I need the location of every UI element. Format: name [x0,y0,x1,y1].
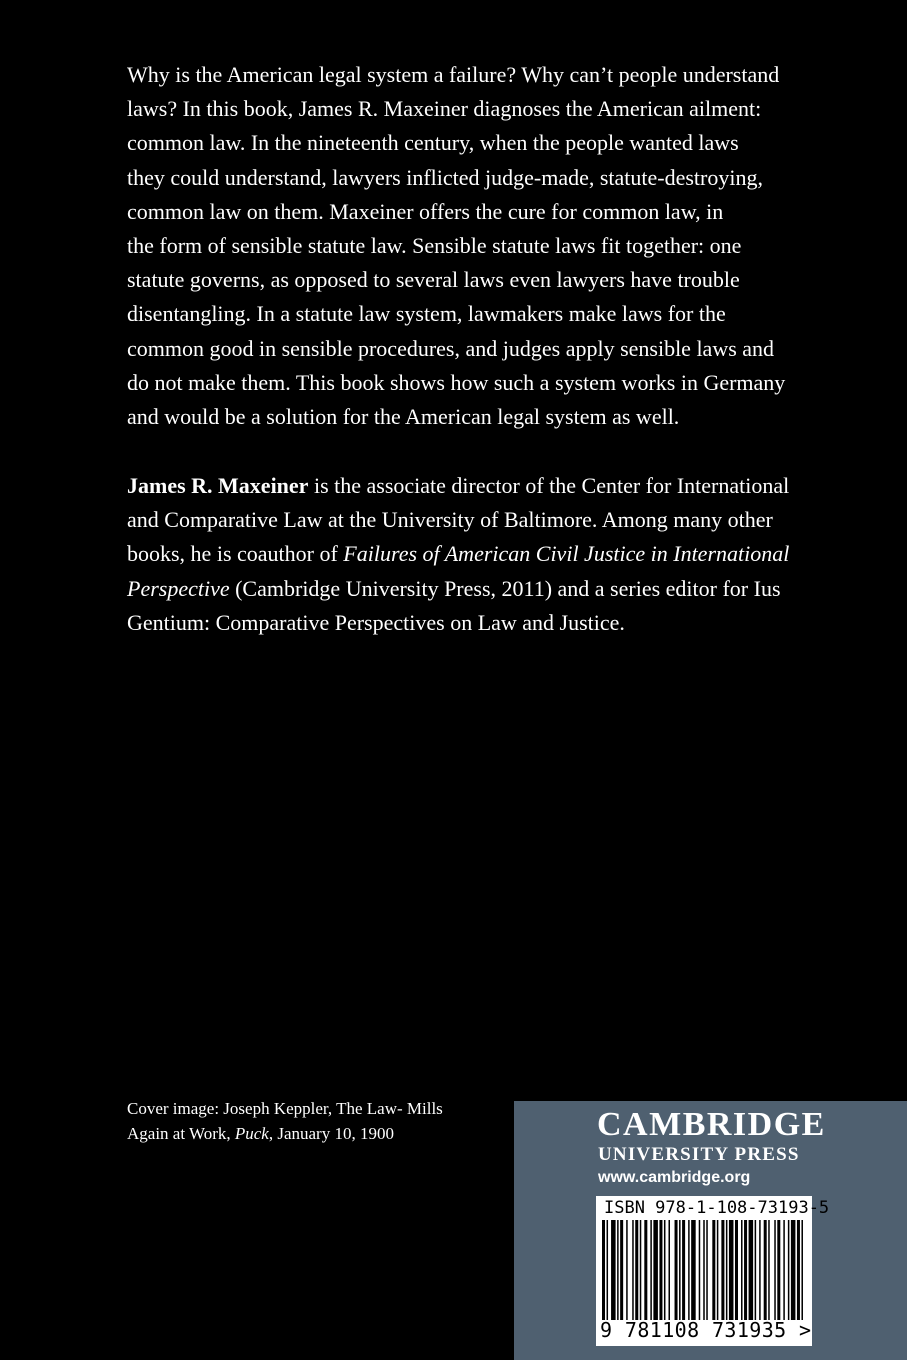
isbn-label: ISBN 978-1-108-73193-5 [604,1198,830,1218]
barcode-bar [735,1220,738,1320]
barcode-bar [640,1220,642,1320]
barcode-bar [688,1220,690,1320]
barcode-bar [668,1220,670,1320]
bio-line [127,537,807,571]
blurb-line: the form of sensible statute law. Sensible statute laws fit together: one [127,233,742,259]
barcode-bar [691,1220,696,1320]
barcode-bar [755,1220,757,1320]
barcode-bar [744,1220,747,1320]
barcode-bar [726,1220,728,1320]
barcode-bar [682,1220,685,1320]
publisher-url[interactable]: www.cambridge.org [598,1169,751,1186]
blurb-line: do not make them. This book shows how such a system works in Germany [127,369,786,395]
barcode-bar [764,1220,767,1320]
barcode-bar [768,1220,770,1320]
blurb-line: common good in sensible procedures, and judges apply sensible laws and [127,335,775,361]
barcode-box [596,1196,830,1346]
bio-line [127,469,807,503]
bio-line [127,572,807,606]
barcode-bar [712,1220,715,1320]
credit-text: , January 10, 1900 [268,1124,394,1143]
bio-text: is the associate director of the Center for International [308,473,790,498]
book-title: Perspective [127,575,230,601]
barcode-bar [774,1220,776,1320]
book-blurb [127,58,807,434]
blurb-line: statute governs, as opposed to several laws even lawyers have trouble [127,267,740,293]
blurb-line: they could understand, lawyers inflicted judge-made, statute-destroying, [127,164,763,190]
barcode-bar [644,1220,647,1320]
bio-line: and Comparative Law at the University of Baltimore. Among many other [127,507,773,533]
credit-text: Again at Work, [127,1124,235,1143]
bio-text: (Cambridge University Press, 2011) and a series editor for Ius [229,575,781,601]
barcode-bar [783,1220,785,1320]
bio-text: books, he is coauthor of [127,541,344,567]
barcode-bar [675,1220,678,1320]
barcode-bar [777,1220,780,1320]
barcode-bar [797,1220,800,1320]
barcode-bar [617,1220,619,1320]
barcode-bar [626,1220,628,1320]
blurb-line: laws? In this book, James R. Maxeiner diagnoses the American ailment: [127,96,762,122]
barcode-bar [721,1220,724,1320]
blurb-line: and would be a solution for the American legal system as well. [127,404,680,430]
credit-line [127,1121,443,1146]
barcode-bar [653,1220,658,1320]
publisher-press: UNIVERSITY PRESS [598,1144,800,1165]
cover-image-credit [127,1096,443,1146]
bio-line: Gentium: Comparative Perspectives on Law and Justice. [127,609,625,635]
barcode-bar [741,1220,743,1320]
blurb-line: Why is the American legal system a failure? Why can’t people understand [127,62,780,87]
barcode-bar [729,1220,734,1320]
book-title: Failures of American Civil Justice in International [343,541,790,567]
publisher-name: CAMBRIDGE [597,1106,826,1143]
barcode-bar [650,1220,652,1320]
blurb-line: disentangling. In a statute law system, lawmakers make laws for the [127,301,726,327]
publisher-panel [514,1101,907,1360]
barcode-bar [703,1220,705,1320]
barcode-bar [791,1220,796,1320]
barcode-bar [759,1220,761,1320]
barcode-bar [607,1220,609,1320]
barcode-digits: 9 781108 731935 > [600,1318,812,1342]
blurb-line: common law. In the nineteenth century, when the people wanted laws [127,130,739,156]
barcode-bar [620,1220,623,1320]
barcode-bar [664,1220,666,1320]
barcode-bar [632,1220,634,1320]
publication-title: Puck [234,1124,269,1143]
barcode-bar [635,1220,638,1320]
barcode-bar [602,1220,605,1320]
author-name: James R. Maxeiner [127,473,309,498]
barcode-bar [788,1220,790,1320]
barcode-bar [717,1220,719,1320]
barcode-bar [679,1220,681,1320]
barcode-bar [749,1220,754,1320]
barcode-bar [706,1220,708,1320]
author-bio [127,469,807,640]
barcode-icon [602,1220,806,1320]
barcode-bar [699,1220,701,1320]
barcode-bar [801,1220,803,1320]
barcode-bar [611,1220,616,1320]
barcode-bar [659,1220,662,1320]
blurb-line: common law on them. Maxeiner offers the cure for common law, in [127,198,724,224]
credit-line: Cover image: Joseph Keppler, The Law- Mills [127,1099,443,1118]
